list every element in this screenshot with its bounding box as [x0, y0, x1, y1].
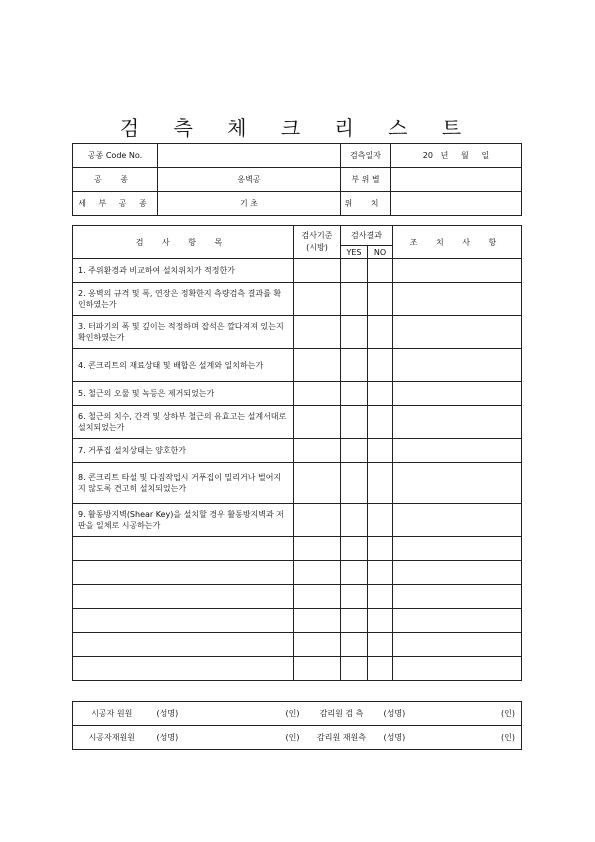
- standard-cell[interactable]: [294, 657, 341, 681]
- contractor-recheck-seal: (인): [285, 733, 300, 742]
- yes-cell[interactable]: [341, 316, 368, 349]
- table-row: [73, 349, 522, 382]
- checklist-item-text: 2. 옹벽의 규격 및 폭, 연장은 정확한지 측량검측 결과를 확인하였는가: [73, 283, 294, 316]
- checklist-item-text: 6. 철근의 치수, 간격 및 상하부 철근의 유효고는 설계서대로 설치되었는가: [73, 406, 294, 439]
- header-result: 검사결과: [341, 226, 393, 246]
- standard-cell[interactable]: [294, 633, 341, 657]
- supervisor-recheck-label: 감리원 재원측: [306, 726, 378, 750]
- yes-cell[interactable]: [341, 633, 368, 657]
- yes-cell[interactable]: [341, 609, 368, 633]
- no-cell[interactable]: [368, 585, 393, 609]
- action-cell[interactable]: [393, 463, 522, 504]
- checklist-item-text: [73, 537, 294, 561]
- part-label: 부 위 별: [341, 168, 391, 192]
- no-cell[interactable]: [368, 439, 393, 463]
- part-value[interactable]: [391, 168, 522, 192]
- checklist-item-text: 7. 거푸집 설치상태는 양호한가: [73, 439, 294, 463]
- header-item: 검 사 항 목: [73, 226, 294, 259]
- no-cell[interactable]: [368, 349, 393, 382]
- detail-value[interactable]: 기 초: [158, 192, 341, 216]
- action-cell[interactable]: [393, 316, 522, 349]
- table-row: [73, 585, 522, 609]
- checklist-table: [72, 225, 522, 681]
- header-standard: 검사기준 (시방): [294, 226, 341, 259]
- header-action: 조 치 사 항: [393, 226, 522, 259]
- yes-cell[interactable]: [341, 585, 368, 609]
- yes-cell[interactable]: [341, 349, 368, 382]
- supervisor-recheck-sign[interactable]: (성명): [383, 733, 406, 742]
- code-label: 공종 Code No.: [73, 144, 158, 168]
- code-value[interactable]: [158, 144, 341, 168]
- table-row: [73, 259, 522, 283]
- no-cell[interactable]: [368, 537, 393, 561]
- table-row: [73, 657, 522, 681]
- action-cell[interactable]: [393, 382, 522, 406]
- no-cell[interactable]: [368, 283, 393, 316]
- supervisor-sign[interactable]: (성명): [383, 709, 406, 718]
- no-cell[interactable]: [368, 406, 393, 439]
- detail-label: 세 부 공 종: [73, 192, 158, 216]
- work-value[interactable]: 옹벽공: [158, 168, 341, 192]
- contractor-label: 시공자 원원: [73, 702, 151, 726]
- date-label: 검측일자: [341, 144, 391, 168]
- checklist-item-text: [73, 657, 294, 681]
- no-cell[interactable]: [368, 463, 393, 504]
- location-label: 위 치: [341, 192, 391, 216]
- standard-cell[interactable]: [294, 561, 341, 585]
- action-cell[interactable]: [393, 439, 522, 463]
- standard-cell[interactable]: [294, 609, 341, 633]
- table-row: [73, 609, 522, 633]
- table-row: [73, 463, 522, 504]
- table-row: [73, 561, 522, 585]
- table-row: [73, 537, 522, 561]
- table-row: [73, 382, 522, 406]
- no-cell[interactable]: [368, 382, 393, 406]
- signature-table: [72, 701, 522, 750]
- supervisor-label: 감리원 검 측: [306, 702, 378, 726]
- standard-cell[interactable]: [294, 406, 341, 439]
- no-cell[interactable]: [368, 657, 393, 681]
- table-row: [73, 316, 522, 349]
- checklist-item-text: [73, 633, 294, 657]
- yes-cell[interactable]: [341, 382, 368, 406]
- table-row: [73, 406, 522, 439]
- action-cell[interactable]: [393, 406, 522, 439]
- checklist-item-text: [73, 585, 294, 609]
- info-table: [72, 143, 522, 216]
- standard-cell[interactable]: [294, 316, 341, 349]
- no-cell[interactable]: [368, 504, 393, 537]
- checklist-item-text: 3. 터파기의 폭 및 깊이는 적정하며 잡석은 깔다져져 있는지 확인하였는가: [73, 316, 294, 349]
- yes-cell[interactable]: [341, 406, 368, 439]
- checklist-item-text: [73, 609, 294, 633]
- yes-cell[interactable]: [341, 463, 368, 504]
- action-cell[interactable]: [393, 657, 522, 681]
- table-row: [73, 439, 522, 463]
- location-value[interactable]: [391, 192, 522, 216]
- yes-cell[interactable]: [341, 283, 368, 316]
- action-cell[interactable]: [393, 561, 522, 585]
- table-row: [73, 504, 522, 537]
- contractor-sign[interactable]: (성명): [156, 709, 179, 718]
- contractor-recheck-label: 시공자재원원: [73, 726, 151, 750]
- standard-cell[interactable]: [294, 463, 341, 504]
- no-cell[interactable]: [368, 633, 393, 657]
- yes-cell[interactable]: [341, 561, 368, 585]
- table-row: [73, 633, 522, 657]
- table-row: [73, 283, 522, 316]
- standard-cell[interactable]: [294, 283, 341, 316]
- action-cell[interactable]: [393, 504, 522, 537]
- supervisor-seal: (인): [501, 709, 515, 718]
- action-cell[interactable]: [393, 609, 522, 633]
- contractor-seal: (인): [285, 709, 300, 718]
- no-cell[interactable]: [368, 316, 393, 349]
- action-cell[interactable]: [393, 585, 522, 609]
- standard-cell[interactable]: [294, 259, 341, 283]
- action-cell[interactable]: [393, 633, 522, 657]
- no-cell[interactable]: [368, 561, 393, 585]
- checklist-item-text: 5. 철근의 오물 및 녹등은 제거되었는가: [73, 382, 294, 406]
- action-cell[interactable]: [393, 259, 522, 283]
- checklist-item-text: 1. 주위환경과 비교하여 설치위치가 적정한가: [73, 259, 294, 283]
- date-value[interactable]: 20 년 월 일: [391, 144, 522, 168]
- yes-cell[interactable]: [341, 504, 368, 537]
- action-cell[interactable]: [393, 283, 522, 316]
- header-no: NO: [368, 246, 393, 259]
- contractor-recheck-sign[interactable]: (성명): [156, 733, 179, 742]
- checklist-item-text: 4. 콘크리트의 재료상태 및 배합은 설계와 일치하는가: [73, 349, 294, 382]
- checklist-item-text: 8. 콘크리트 타설 및 다짐작업시 거푸집이 밀리거나 벌어지지 않도록 견고히 설치되었는가: [73, 463, 294, 504]
- no-cell[interactable]: [368, 259, 393, 283]
- standard-cell[interactable]: [294, 537, 341, 561]
- supervisor-recheck-seal: (인): [501, 733, 515, 742]
- checklist-item-text: 9. 활동방지벽(Shear Key)을 설치할 경우 활동방지벽과 저판을 일체로 시공하는가: [73, 504, 294, 537]
- standard-cell[interactable]: [294, 439, 341, 463]
- standard-cell[interactable]: [294, 585, 341, 609]
- work-label: 공 종: [73, 168, 158, 192]
- yes-cell[interactable]: [341, 259, 368, 283]
- yes-cell[interactable]: [341, 657, 368, 681]
- page-title: 검 측 체 크 리 스 트: [119, 116, 476, 140]
- yes-cell[interactable]: [341, 439, 368, 463]
- yes-cell[interactable]: [341, 537, 368, 561]
- action-cell[interactable]: [393, 349, 522, 382]
- standard-cell[interactable]: [294, 382, 341, 406]
- standard-cell[interactable]: [294, 504, 341, 537]
- no-cell[interactable]: [368, 609, 393, 633]
- action-cell[interactable]: [393, 537, 522, 561]
- header-yes: YES: [341, 246, 368, 259]
- standard-cell[interactable]: [294, 349, 341, 382]
- checklist-item-text: [73, 561, 294, 585]
